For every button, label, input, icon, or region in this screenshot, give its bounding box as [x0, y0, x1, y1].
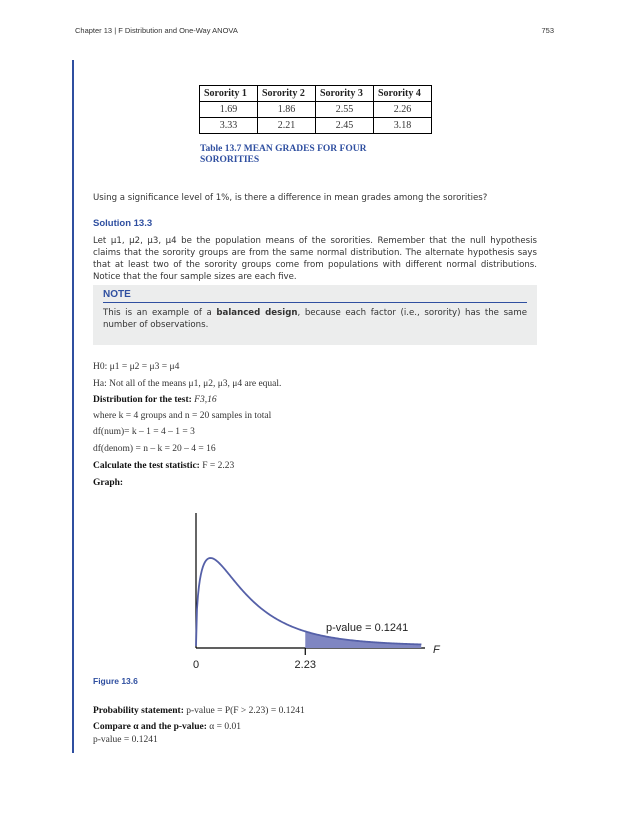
table-cell: 2.21 [258, 118, 316, 134]
table-header-cell: Sorority 1 [200, 86, 258, 102]
probability-value: p-value = P(F > 2.23) = 0.1241 [186, 706, 305, 716]
table-cell: 3.18 [374, 118, 432, 134]
note-text [103, 307, 527, 331]
table-cell: 2.45 [316, 118, 374, 134]
graph-label-text: Graph: [93, 478, 124, 488]
sorority-grades-table [199, 85, 432, 134]
note-text-start: This is an example of a [103, 308, 217, 318]
alpha-value: α = 0.01 [209, 722, 241, 732]
solution-heading: Solution 13.3 [93, 218, 153, 229]
table-cell: 1.69 [200, 102, 258, 118]
p-value-line: p-value = 0.1241 [93, 735, 158, 745]
probability-statement [93, 706, 305, 716]
note-title: NOTE [103, 289, 131, 300]
distribution-line [93, 395, 217, 405]
note-text-end: , because each factor (i.e., sorority) has the same number of observations. [103, 308, 527, 330]
x-axis-label: F [433, 644, 440, 656]
compare-label: Compare α and the p-value: [93, 722, 207, 732]
table-cell: 3.33 [200, 118, 258, 134]
note-bold-term: balanced design [216, 308, 298, 318]
where-line: where k = 4 groups and n = 20 samples in total [93, 411, 272, 421]
f-distribution-chart [185, 505, 450, 675]
note-divider [103, 302, 527, 303]
table-row [200, 118, 432, 134]
question-text: Using a significance level of 1%, is there a difference in mean grades among the sororities? [93, 193, 488, 203]
tick-label-zero: 0 [193, 659, 200, 671]
p-value-annotation: p-value = 0.1241 [326, 622, 409, 634]
distribution-value: F3,16 [194, 395, 217, 405]
solution-paragraph: Let μ1, μ2, μ3, μ4 be the population means of the sororities. Remember that the null hypothesis claims that the sorority groups are from the same normal distribution. The alternate hypothesis says that at least two of the sorority groups come from populations with different normal distributions. Notice that the four sample sizes are each five. [93, 236, 537, 282]
table-cell: 2.26 [374, 102, 432, 118]
test-statistic-line [93, 461, 234, 471]
table-header-cell: Sorority 2 [258, 86, 316, 102]
example-left-rule [72, 60, 74, 753]
table-header-row [200, 86, 432, 102]
df-numerator: df(num)= k – 1 = 4 – 1 = 3 [93, 427, 195, 437]
tick-label-critical: 2.23 [294, 659, 316, 671]
test-statistic-label: Calculate the test statistic: [93, 461, 200, 471]
table-cell: 1.86 [258, 102, 316, 118]
note-box [93, 285, 537, 345]
null-hypothesis: H0: μ1 = μ2 = μ3 = μ4 [93, 362, 180, 372]
page-number: 753 [541, 26, 554, 35]
distribution-label: Distribution for the test: [93, 395, 192, 405]
df-denominator: df(denom) = n – k = 20 – 4 = 16 [93, 444, 216, 454]
table-cell: 2.55 [316, 102, 374, 118]
alternate-hypothesis: Ha: Not all of the means μ1, μ2, μ3, μ4 are equal. [93, 379, 282, 389]
table-header-cell: Sorority 3 [316, 86, 374, 102]
table-header-cell: Sorority 4 [374, 86, 432, 102]
table-caption: Table 13.7 MEAN GRADES FOR FOUR SORORITIES [200, 144, 367, 165]
table-row [200, 102, 432, 118]
graph-label [93, 478, 123, 488]
test-statistic-value: F = 2.23 [202, 461, 235, 471]
running-header-chapter: Chapter 13 | F Distribution and One-Way ANOVA [75, 26, 238, 35]
figure-caption: Figure 13.6 [93, 676, 138, 686]
compare-line [93, 722, 241, 732]
probability-label: Probability statement: [93, 706, 184, 716]
